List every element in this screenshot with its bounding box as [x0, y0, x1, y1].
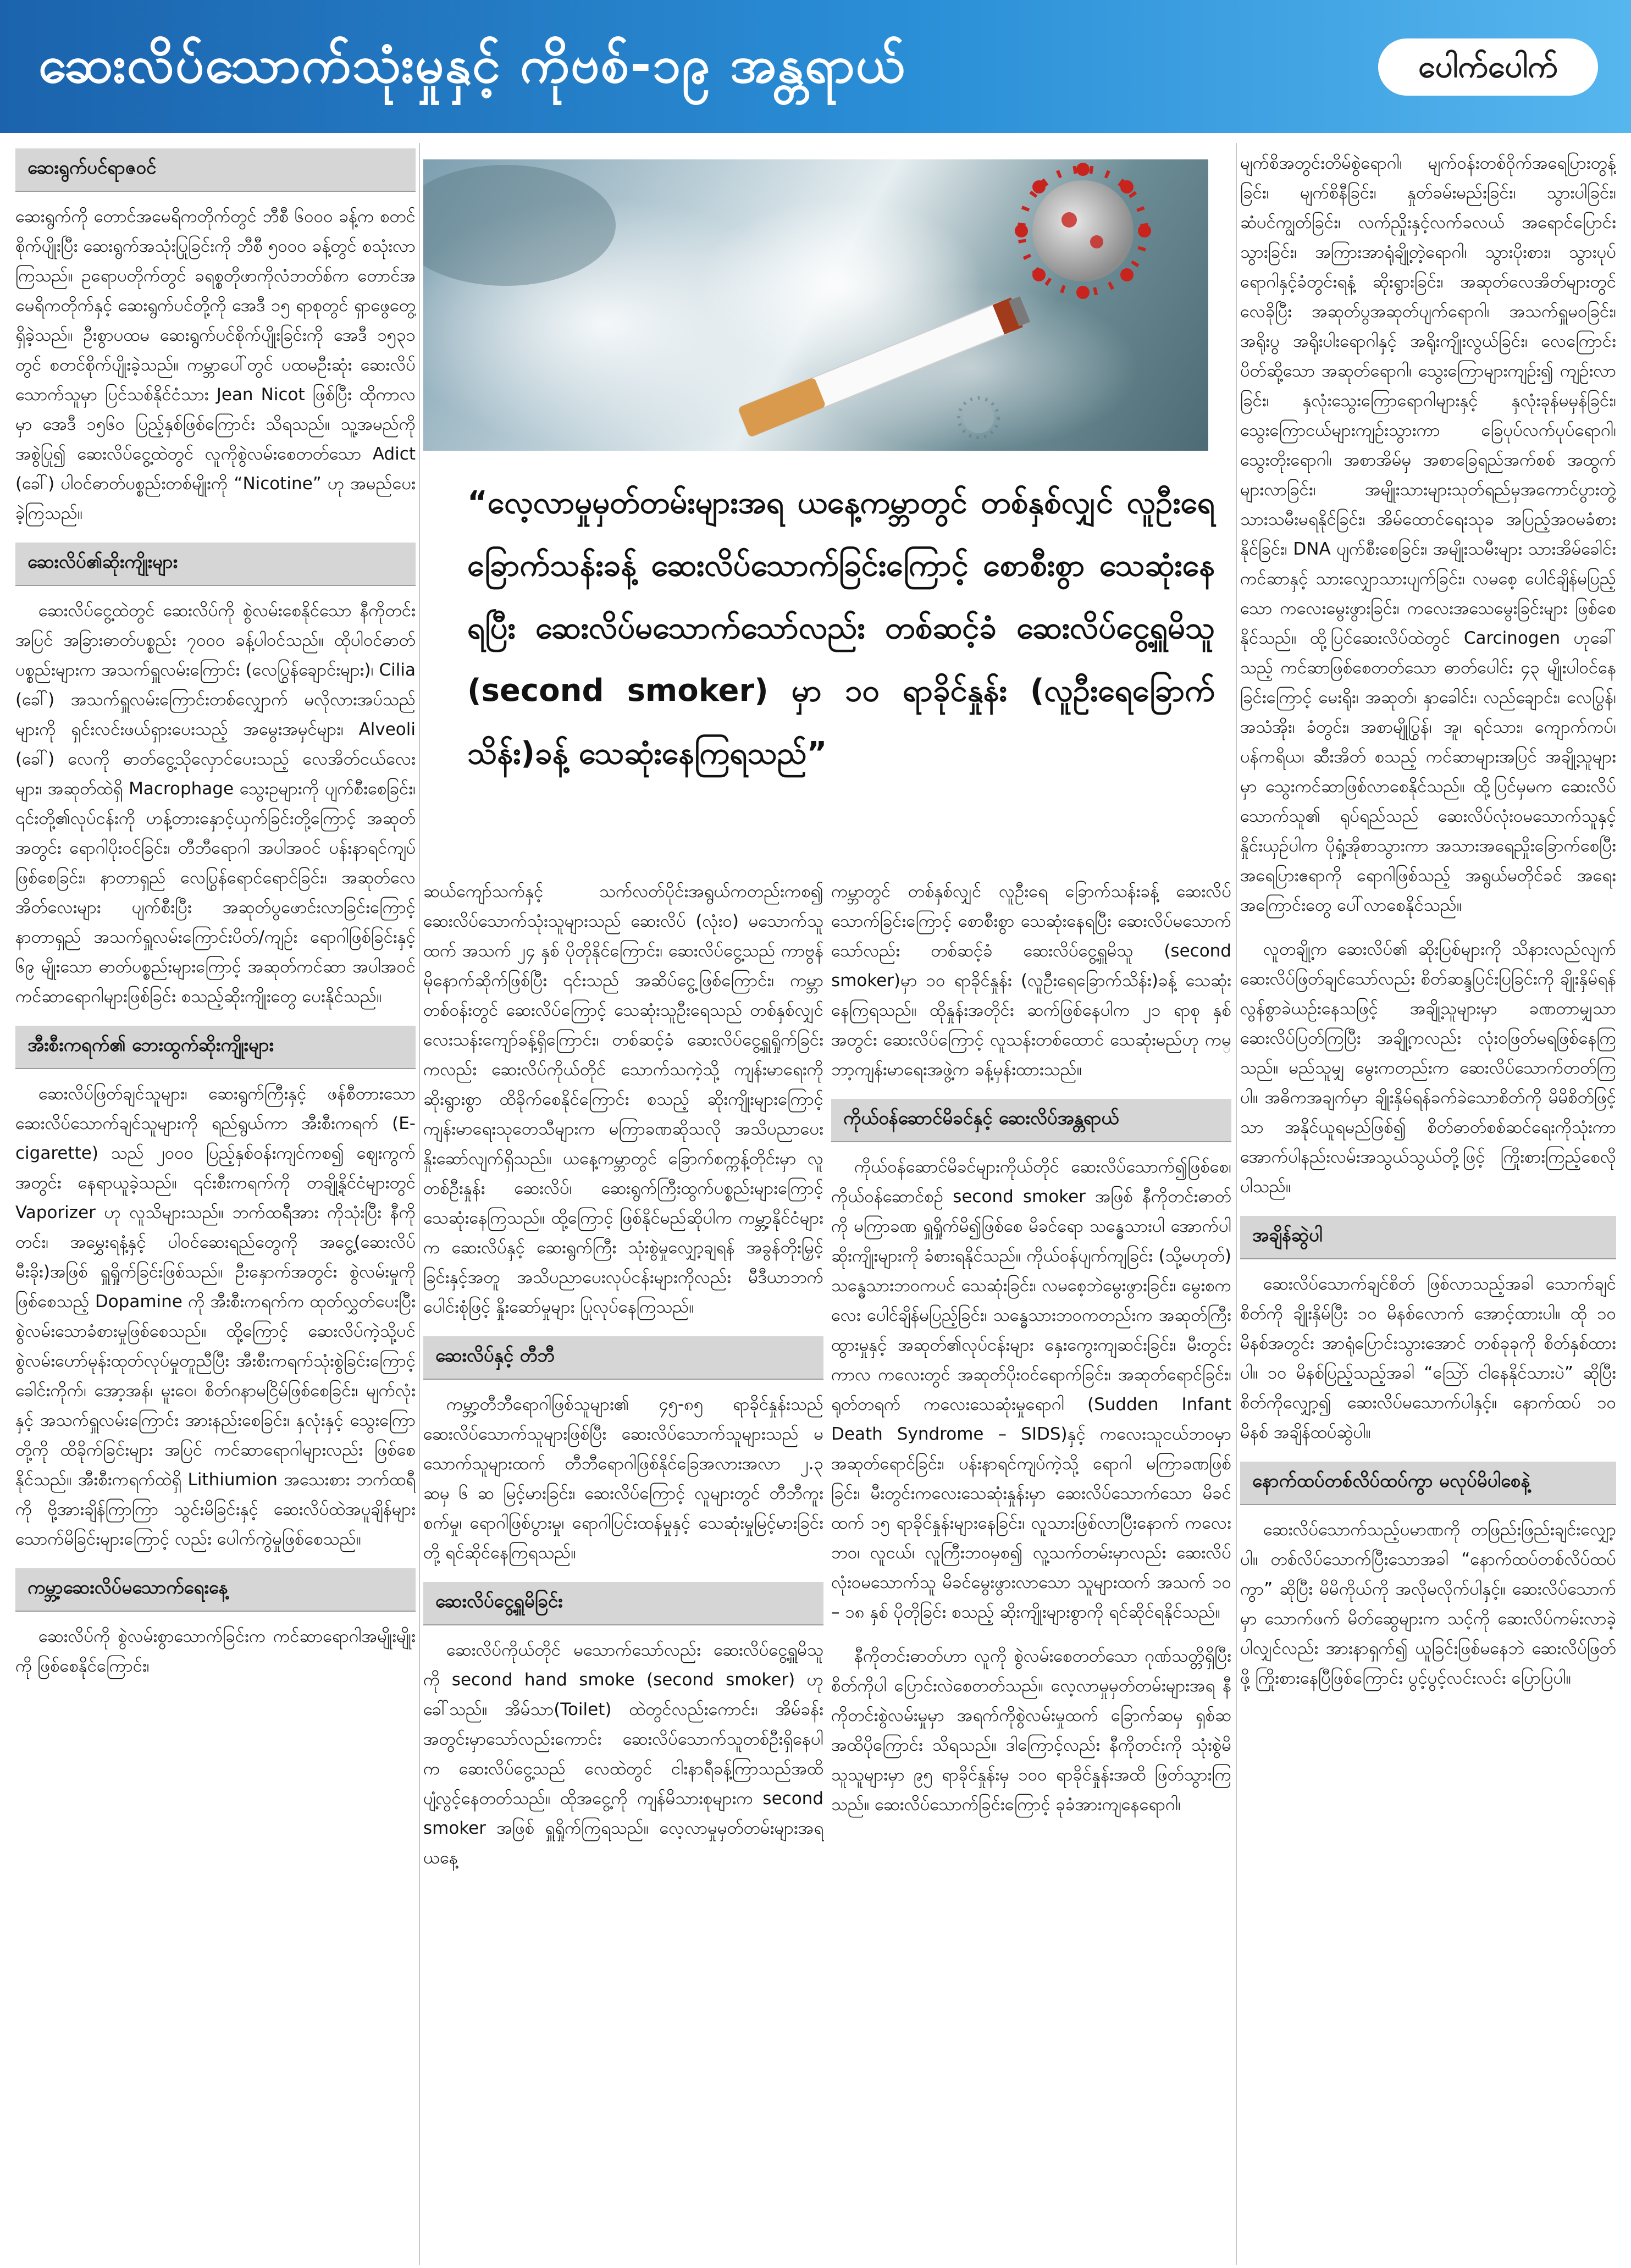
section-heading: ဆေးလိပ်ငွေ့ရှူမိခြင်း: [423, 1582, 823, 1625]
column-3: [831, 877, 1231, 1834]
section-heading: အချိန်ဆွဲပါ: [1240, 1216, 1616, 1259]
paragraph: ဆေးလိပ်သောက်ချင်စိတ် ဖြစ်လာသည့်အခါ သောက်ချင်စိတ်ကို ချိုးနှိမ်ပြီး ၁၀ မိနစ်လောက် အောင့်ထားပါ။ ထို ၁၀ မိနစ်အတွင်း အာရုံပြောင်းသွားအောင် တစ်ခုခုကို စိတ်နှစ်ထားပါ။ ၁၀ မိနစ်ပြည့်သည့်အခါ “ဩော် ငါနေနိုင်သားပဲ” ဆိုပြီး စိတ်ကိုလျှော့၍ ဆေးလိပ်မသောက်ပါနှင့်။ နောက်ထပ် ၁၀ မိနစ် အချိန်ထပ်ဆွဲပါ။: [1240, 1274, 1616, 1442]
section-heading: ကမ္ဘာ့ဆေးလိပ်မသောက်ရေးနေ့: [15, 1568, 416, 1612]
column-2: [423, 877, 823, 1887]
paragraph: နီကိုတင်းဓာတ်ဟာ လူကို စွဲလမ်းစေတတ်သော ဂုဏ်သတ္တိရှိပြီး စိတ်ကိုပါ ပြောင်းလဲစေတတ်သည်။ လေ့လာမှုမှတ်တမ်းများအရ နီကိုတင်းစွဲလမ်းမှုမှာ အရက်ကိုစွဲလမ်းမှုထက် ခြောက်ဆမှ ရှစ်ဆအထိပိုကြောင်း သိရသည်။ ဒါကြောင့်လည်း နီကိုတင်းကို သုံးစွဲမိသူသူများမှာ ၉၅ ရာခိုင်နှုန်းမှ ၁၀၀ ရာခိုင်နှုန်းအထိ ဖြတ်သွားကြသည်။ ဆေးလိပ်သောက်ခြင်းကြောင့် ခုခံအားကျနေရောဂါ၊: [831, 1646, 1231, 1815]
section-heading: အီးစီးကရက်၏ ဘေးထွက်ဆိုးကျိုးများ: [15, 1026, 416, 1069]
paragraph: ကမ္ဘာ့တီဘီရောဂါဖြစ်သူများ၏ ၄၅-၈၅ ရာခိုင်နှုန်းသည် ဆေးလိပ်သောက်သူများဖြစ်ပြီး ဆေးလိပ်သောက်သူများသည် မသောက်သူများထက် တီဘီရောဂါဖြစ်နိုင်ခြေအလားအလာ ၂.၃ ဆမှ ၆ ဆ မြင့်မားခြင်း၊ ဆေးလိပ်ကြောင့် လူများတွင် တီဘီကူးစက်မှု၊ ရောဂါဖြစ်ပွားမှု၊ ရောဂါပြင်းထန်မှုနှင့် သေဆုံးမှုမြင့်မားခြင်းတို့ ရင်ဆိုင်နေကြရသည်။: [423, 1395, 823, 1563]
paragraph: ဆေးလိပ်ငွေ့ထဲတွင် ဆေးလိပ်ကို စွဲလမ်းစေနိုင်သော နီကိုတင်းအပြင် အခြားဓာတ်ပစ္စည်း ၇၀၀၀ ခန့်ပါဝင်သည်။ ထိုပါဝင်ဓာတ်ပစ္စည်းများက အသက်ရှူလမ်းကြောင်း (လေပြွန်ချောင်းများ)၊ Cilia (ခေါ်) အသက်ရှူလမ်းကြောင်းတစ်လျှောက် မလိုလားအပ်သည်များကို ရှင်းလင်းဖယ်ရှားပေးသည့် အမွေးအမှင်များ၊ Alveoli (ခေါ်) လေကို ဓာတ်ငွေ့သိုလှောင်ပေးသည့် လေအိတ်ငယ်လေးများ၊ အဆုတ်ထဲရှိ Macrophage သွေးဥများကို ပျက်စီးစေခြင်း၊ ၎င်းတို့၏လုပ်ငန်းကို ဟန့်တားနှောင့်ယှက်ခြင်းတို့ကြောင့် အဆုတ်အတွင်း ရောဂါပိုးဝင်ခြင်း၊ တီဘီရောဂါ အပါအဝင် ပန်းနာရင်ကျပ်ဖြစ်စေခြင်း၊ နာတာရှည် လေပြွန်ရောင်ရောင်ခြင်း၊ အဆုတ်လေအိတ်လေးများ ပျက်စီးပြီး အဆုတ်ပွဖောင်းလာခြင်းကြောင့် နာတာရှည် အသက်ရှူလမ်းကြောင်းပိတ်/ကျဉ်း ရောဂါဖြစ်ခြင်းနှင့် ၆၉ မျိုးသော ဓာတ်ပစ္စည်းများကြောင့် အဆုတ်ကင်ဆာ အပါအဝင် ကင်ဆာရောဂါများဖြစ်ခြင်း စသည့်ဆိုးကျိုးတွေ ပေးနိုင်သည်။: [15, 601, 416, 1006]
author-badge: ပေါက်ပေါက်: [1378, 38, 1598, 96]
column-4: [1240, 148, 1616, 1707]
column-1: [15, 148, 416, 1695]
pull-quote: “လေ့လာမှုမှတ်တမ်းများအရ ယနေ့ကမ္ဘာတွင် တစ်နှစ်လျှင် လူဦးရေခြောက်သန်းခန့် ဆေးလိပ်သောက်ခြင်းကြောင့် စောစီးစွာ သေဆုံးနေရပြီး ဆေးလိပ်မသောက်သော်လည်း တစ်ဆင့်ခံ ဆေးလိပ်ငွေ့ရှူမိသူ (second smoker) မှာ ၁၀ ရာခိုင်နှုန်း (လူဦးရေခြောက်သိန်း)ခန့် သေဆုံးနေကြရသည်”: [467, 485, 1215, 771]
paragraph: ဆယ်ကျော်သက်နှင့် သက်လတ်ပိုင်းအရွယ်ကတည်းကစ၍ ဆေးလိပ်သောက်သုံးသူများသည် ဆေးလိပ် (လုံးဝ) မသောက်သူထက် အသက် ၂၄ နှစ် ပိုတိုနိုင်ကြောင်း၊ ဆေးလိပ်ငွေ့သည် ကာဗွန်မိုနောက်ဆိုက်ဖြစ်ပြီး ၎င်းသည် အဆိပ်ငွေ့ဖြစ်ကြောင်း၊ ကမ္ဘာတစ်ဝန်းတွင် ဆေးလိပ်ကြောင့် သေဆုံးသူဦးရေသည် တစ်နှစ်လျှင် လေးသန်းကျော်ခန့်ရှိကြောင်း၊ တစ်ဆင့်ခံ ဆေးလိပ်ငွေ့ရှူရှိုက်ခြင်းကလည်း ဆေးလိပ်ကိုယ်တိုင် သောက်သကဲ့သို့ ကျန်းမာရေးကို ဆိုးရွားစွာ ထိခိုက်စေနိုင်ကြောင်း စသည့် ဆိုးကျိုးများကြောင့် ကျန်းမာရေးသုတေသီများက မကြာခဏဆိုသလို အသိပညာပေး နှိုးဆော်လျက်ရှိသည်။ ယနေ့ကမ္ဘာတွင် ခြောက်စက္ကန့်တိုင်းမှာ လူတစ်ဦးနှုန်း ဆေးလိပ်၊ ဆေးရွက်ကြီးထွက်ပစ္စည်းများကြောင့် သေဆုံးနေကြသည်။ ထို့ကြောင့် ဖြစ်နိုင်မည်ဆိုပါက ကမ္ဘာ့နိုင်ငံများက ဆေးလိပ်နှင့် ဆေးရွက်ကြီး သုံးစွဲမှုလျှော့ချရန် အခွန်တိုးမြှင့်ခြင်းနှင့်အတူ အသိပညာပေးလုပ်ငန်းများကိုလည်း မီဒီယာဘက်ပေါင်းစုံဖြင့် နှိုးဆော်မှုများ ပြုလုပ်နေကြသည်။: [423, 882, 823, 1317]
small-virus-icon: [959, 398, 998, 438]
section-heading: နောက်ထပ်တစ်လိပ်ထပ်ကွာ မလုပ်မိပါစေနဲ့: [1240, 1462, 1616, 1505]
paragraph: ဆေးလိပ်ကိုယ်တိုင် မသောက်သော်လည်း ဆေးလိပ်ငွေ့ရှူမိသူကို second hand smoke (second smoker) ဟု ခေါ်သည်။ အိမ်သာ(Toilet) ထဲတွင်လည်းကောင်း၊ အိမ်ခန်းအတွင်းမှာသော်လည်းကောင်း ဆေးလိပ်သောက်သူတစ်ဦးရှိနေပါက ဆေးလိပ်ငွေ့သည် လေထဲတွင် ငါးနာရီခန့်ကြာသည်အထိ ပျံ့လွင့်နေတတ်သည်။ ထိုအငွေ့ကို ကျန်မိသားစုများက second smoker အဖြစ် ရှူရှိုက်ကြရသည်။ လေ့လာမှုမှတ်တမ်းများအရ ယနေ့: [423, 1640, 823, 1868]
column-divider: [419, 143, 420, 2265]
title-banner: [0, 0, 1631, 133]
section-heading: ဆေးရွက်ပင်ရာဇဝင်: [15, 148, 416, 192]
column-divider: [1236, 143, 1237, 2265]
section-heading: ဆေးလိပ်၏ဆိုးကျိုးများ: [15, 543, 416, 586]
paragraph: ကိုယ်ဝန်ဆောင်မိခင်များကိုယ်တိုင် ဆေးလိပ်သောက်၍ဖြစ်စေ၊ ကိုယ်ဝန်ဆောင်စဉ် second smoker အဖြစ် နီကိုတင်းဓာတ်ကို မကြာခဏ ရှူရှိုက်မိ၍ဖြစ်စေ မိခင်ရော သန္ဓေသားပါ အောက်ပါ ဆိုးကျိုးများကို ခံစားရနိုင်သည်။ ကိုယ်ဝန်ပျက်ကျခြင်း (သို့မဟုတ်) သန္ဓေသားဘဝကပင် သေဆုံးခြင်း၊ လမစေ့ဘဲမွေးဖွားခြင်း၊ မွေးစကလေး ပေါင်ချိန်မပြည့်ခြင်း၊ သန္ဓေသားဘဝကတည်းက အဆုတ်ကြီးထွားမှုနှင့် အဆုတ်၏လုပ်ငန်းများ နှေးကွေးကျဆင်းခြင်း၊ မီးတွင်းကာလ ကလေးတွင် အဆုတ်ပိုးဝင်ရောက်ခြင်း၊ အဆုတ်ရောင်ခြင်း၊ ရုတ်တရက် ကလေးသေဆုံးမှုရောဂါ (Sudden Infant Death Syndrome – SIDS)နှင့် ကလေးသူငယ်ဘဝမှာ အဆုတ်ရောင်ခြင်း၊ ပန်းနာရင်ကျပ်ကဲ့သို့ ရောဂါ မကြာခဏဖြစ်ခြင်း၊ မီးတွင်းကလေးသေဆုံးနှုန်းမှာ ဆေးလိပ်သောက်သော မိခင်ထက် ၁၅ ရာခိုင်နှုန်းများနေခြင်း၊ လူသားဖြစ်လာပြီးနောက် ကလေးဘဝ၊ လူငယ်၊ လူကြီးဘဝမှစ၍ လူ့သက်တမ်းမှာလည်း ဆေးလိပ်လုံးဝမသောက်သူ မိခင်မွေးဖွားလာသော သူများထက် အသက် ၁၀ – ၁၈ နှစ် ပိုတိုခြင်း စသည့် ဆိုးကျိုးများစွာကို ရင်ဆိုင်ရနိုင်သည်။: [831, 1157, 1231, 1622]
smoking-virus-photo: [423, 159, 1208, 451]
paragraph: ဆေးလိပ်ဖြတ်ချင်သူများ၊ ဆေးရွက်ကြီးနှင့် ဖန်စီတားသော ဆေးလိပ်သောက်ချင်သူများကို ရည်ရွယ်ကာ အီးစီးကရက် (E-cigarette) သည် ၂၀၀၀ ပြည့်နှစ်ဝန်းကျင်ကစ၍ ဈေးကွက်အတွင်း နေရာယူခဲ့သည်။ ၎င်းစီးကရက်ကို တချို့နိုင်ငံများတွင် Vaporizer ဟု လူသိများသည်။ ဘက်ထရီအား ကိုသုံးပြီး နီကိုတင်း၊ အမွှေးရနံ့နှင့် ပါဝင်ဆေးရည်တွေကို အငွေ့(ဆေးလိပ်မီးခိုး)အဖြစ် ရှူရှိုက်ခြင်းဖြစ်သည်။ ဦးနှောက်အတွင်း စွဲလမ်းမှုကိုဖြစ်စေသည့် Dopamine ကို အီးစီးကရက်က ထုတ်လွှတ်ပေးပြီး စွဲလမ်းသောခံစားမှုဖြစ်စေသည်။ ထို့ကြောင့် ဆေးလိပ်ကဲ့သို့ပင် စွဲလမ်းဟော်မုန်းထုတ်လုပ်မှုတူညီပြီး အီးစီးကရက်သုံးစွဲခြင်းကြောင့် ခေါင်းကိုက်၊ အော့အန်၊ မူးဝေ၊ စိတ်ဂနာမငြိမ်ဖြစ်စေခြင်း၊ မျက်လုံးနှင့် အသက်ရှူလမ်းကြောင်း အားနည်းစေခြင်း၊ နှလုံးနှင့် သွေးကြောတို့ကို ထိခိုက်ခြင်းများ အပြင် ကင်ဆာရောဂါများလည်း ဖြစ်စေနိုင်သည်။ အီးစီးကရက်ထဲရှိ Lithiumion အသေးစား ဘက်ထရီကို ဗို့အားချိန်ကြာကြာ သွင်းမိခြင်းနှင့် ဆေးလိပ်ထဲအပူချိန်များ သောက်မိခြင်းများကြောင့် လည်း ပေါက်ကွဲမှုဖြစ်စေသည်။: [15, 1084, 416, 1549]
coronavirus-icon: [1015, 163, 1151, 299]
paragraph: ကမ္ဘာတွင် တစ်နှစ်လျှင် လူဦးရေ ခြောက်သန်းခန့် ဆေးလိပ်သောက်ခြင်းကြောင့် စောစီးစွာ သေဆုံးနေရပြီး ဆေးလိပ်မသောက်သော်လည်း တစ်ဆင့်ခံ ဆေးလိပ်ငွေ့ရှူမိသူ (second smoker)မှာ ၁၀ ရာခိုင်နှုန်း (လူဦးရေခြောက်သိန်း)ခန့် သေဆုံးနေကြရသည်။ ထိုနှုန်းအတိုင်း ဆက်ဖြစ်နေပါက ၂၁ ရာစု နှစ်အတွင်း ဆေးလိပ်ကြောင့် လူသန်းတစ်ထောင် သေဆုံးမည်ဟု ကမ္ဘာ့ကျန်းမာရေးအဖွဲ့က ခန့်မှန်းထားသည်။: [831, 882, 1231, 1080]
section-heading: ကိုယ်ဝန်ဆောင်မိခင်နှင့် ဆေးလိပ်အန္တရာယ်: [831, 1099, 1231, 1142]
paragraph: လူတချို့က ဆေးလိပ်၏ ဆိုးပြစ်များကို သိနားလည်လျက် ဆေးလိပ်ဖြတ်ချင်သော်လည်း စိတ်ဆန္ဒပြင်းပြခြင်းကို ချိုးနှိမ်ရန် လွန်စွာခဲယဉ်းနေသဖြင့် အချို့သူများမှာ ခဏတာမျှသာ ဆေးလိပ်ပြတ်ကြပြီး အချို့ကလည်း လုံးဝဖြတ်မရဖြစ်နေကြသည်။ မည်သူမျှ မွေးကတည်းက ဆေးလိပ်သောက်တတ်ကြပါ။ အဓိကအချက်မှာ ချိုးနှိမ်ရန်ခက်ခဲသောစိတ်ကို မိမိစိတ်ဖြင့်သာ အနိုင်ယူရမည်ဖြစ်၍ စိတ်ဓာတ်စစ်ဆင်ရေးကိုသုံးကာ အောက်ပါနည်းလမ်းအသွယ်သွယ်တို့ဖြင့် ကြိုးစားကြည့်စေလိုပါသည်။: [1240, 939, 1616, 1197]
paragraph: မျက်စိအတွင်းတိမ်စွဲရောဂါ၊ မျက်ဝန်းတစ်ဝိုက်အရေပြားတွန့်ခြင်း၊ မျက်စိနီခြင်း၊ နှုတ်ခမ်းမည်းခြင်း၊ သွားပါခြင်း၊ ဆံပင်ကျွတ်ခြင်း၊ လက်ညှိုးနှင့်လက်ခလယ် အရောင်ပြောင်းသွားခြင်း၊ အကြားအာရုံချို့တဲ့ရောဂါ၊ သွားပိုးစား၊ သွားပုပ်ရောဂါနှင့်ခံတွင်းရနံ့ ဆိုးရွားခြင်း၊ အဆုတ်လေအိတ်များတွင် လေခိုပြီး အဆုတ်ပွအဆုတ်ပျက်ရောဂါ၊ အသက်ရှူမဝခြင်း၊ အရိုးပွ အရိုးပါးရောဂါနှင့် အရိုးကျိုးလွယ်ခြင်း၊ လေကြောင်းပိတ်ဆို့သော အဆုတ်ရောဂါ၊ သွေးကြောများကျဉ်း၍ ကျဉ်းလာခြင်း၊ နှလုံးသွေးကြောရောဂါများနှင့် နှလုံးခုန်မမှန်ခြင်း၊ သွေးကြောငယ်များကျဉ်းသွားကာ ခြေပုပ်လက်ပုပ်ရောဂါ၊ သွေးတိုးရောဂါ၊ အစာအိမ်မှ အစာခြေရည်အက်စစ် အထွက်များလာခြင်း၊ အမျိုးသားများသုတ်ရည်မှအကောင်ပွားတွဲ့ သားသမီးမရနိုင်ခြင်း၊ အိမ်ထောင်ရေးသုခ အပြည့်အဝမခံစားနိုင်ခြင်း၊ DNA ပျက်စီးစေခြင်း၊ အမျိုးသမီးများ သားအိမ်ခေါင်းကင်ဆာနှင့် သားလျှောသားပျက်ခြင်း၊ လမစေ့ ပေါင်ချိန်မပြည့်သော ကလေးမွေးဖွားခြင်း၊ ကလေးအသေမွေးခြင်းများ ဖြစ်စေနိုင်သည်။ ထို့ပြင်ဆေးလိပ်ထဲတွင် Carcinogen ဟုခေါ်သည့် ကင်ဆာဖြစ်စေတတ်သော ဓာတ်ပေါင်း ၄၃ မျိုးပါဝင်နေခြင်းကြောင့် မေးရိုး၊ အဆုတ်၊ နှာခေါင်း၊ လည်ချောင်း၊ လေပြွန်၊ အသံအိုး၊ ခံတွင်း၊ အစာမျိုပြွန်၊ အူ၊ ရင်သား၊ ကျောက်ကပ်၊ ပန်ကရိယ၊ ဆီးအိတ် စသည့် ကင်ဆာများအပြင် အချို့သူများမှာ သွေးကင်ဆာဖြစ်လာစေနိုင်သည်။ ထို့ပြင်မှမက ဆေးလိပ်သောက်သူ၏ ရုပ်ရည်သည် ဆေးလိပ်လုံးဝမသောက်သူနှင့် နှိုင်းယှဉ်ပါက ပိုရှုံ့အိုစာသွားကာ အသားအရေညှိုးခြောက်စေပြီး အရေပြားဧရာကို ရောဂါဖြစ်သည့် အရွယ်မတိုင်ခင် အရေးအကြောင်းတွေ ပေါ်လာစေနိုင်သည်။: [1240, 153, 1616, 915]
paragraph: ဆေးရွက်ကို တောင်အမေရိကတိုက်တွင် ဘီစီ ၆၀၀၀ ခန့်က စတင်စိုက်ပျိုးပြီး ဆေးရွက်အသုံးပြုခြင်းကို ဘီစီ ၅၀၀၀ ခန့်တွင် စသုံးလာကြသည်။ ဥရောပတိုက်တွင် ခရစ္စတိုဖာကိုလံဘတ်စ်က တောင်အမေရိကတိုက်နှင့် ဆေးရွက်ပင်တို့ကို အေဒီ ၁၅ ရာစုတွင် ရှာဖွေတွေ့ရှိခဲ့သည်။ ဦးစွာပထမ ဆေးရွက်ပင်စိုက်ပျိုးခြင်းကို အေဒီ ၁၅၃၁ တွင် စတင်စိုက်ပျိုးခဲ့သည်။ ကမ္ဘာပေါ်တွင် ပထမဦးဆုံး ဆေးလိပ်သောက်သူမှာ ပြင်သစ်နိုင်ငံသား Jean Nicot ဖြစ်ပြီး ထိုကာလမှာ အေဒီ ၁၅၆၀ ပြည့်နှစ်ဖြစ်ကြောင်း သိရသည်။ သူ့အမည်ကို အစွဲပြု၍ ဆေးလိပ်ငွေ့ထဲတွင် လူကိုစွဲလမ်းစေတတ်သော Adict (ခေါ်) ပါဝင်ဓာတ်ပစ္စည်းတစ်မျိုးကို “Nicotine” ဟု အမည်ပေးခဲ့ကြသည်။: [15, 207, 416, 523]
paragraph: ဆေးလိပ်ကို စွဲလမ်းစွာသောက်ခြင်းက ကင်ဆာရောဂါအမျိုးမျိုးကို ဖြစ်စေနိုင်ကြောင်း၊: [15, 1627, 416, 1676]
page-title: ဆေးလိပ်သောက်သုံးမှုနှင့် ကိုဗစ်-၁၉ အန္တရာယ်: [38, 35, 906, 94]
paragraph: ဆေးလိပ်သောက်သည့်ပမာဏကို တဖြည်းဖြည်းချင်းလျှော့ပါ။ တစ်လိပ်သောက်ပြီးသောအခါ “နောက်ထပ်တစ်လိပ်ထပ်ကွာ” ဆိုပြီး မိမိကိုယ်ကို အလိုမလိုက်ပါနှင့်။ ဆေးလိပ်သောက်မှာ သောက်ဖက် မိတ်ဆွေများက သင့်ကို ဆေးလိပ်ကမ်းလာခဲ့ပါလျှင်လည်း အားနာရှက်၍ ယူခြင်းဖြစ်မနေဘဲ ဆေးလိပ်ဖြတ်ဖို့ ကြိုးစားနေပြီဖြစ်ကြောင်း ပွင့်ပွင့်လင်းလင်း ပြောပြပါ။: [1240, 1520, 1616, 1688]
section-heading: ဆေးလိပ်နှင့် တီဘီ: [423, 1336, 823, 1380]
cigarette-virus-illustration: [423, 159, 1208, 451]
